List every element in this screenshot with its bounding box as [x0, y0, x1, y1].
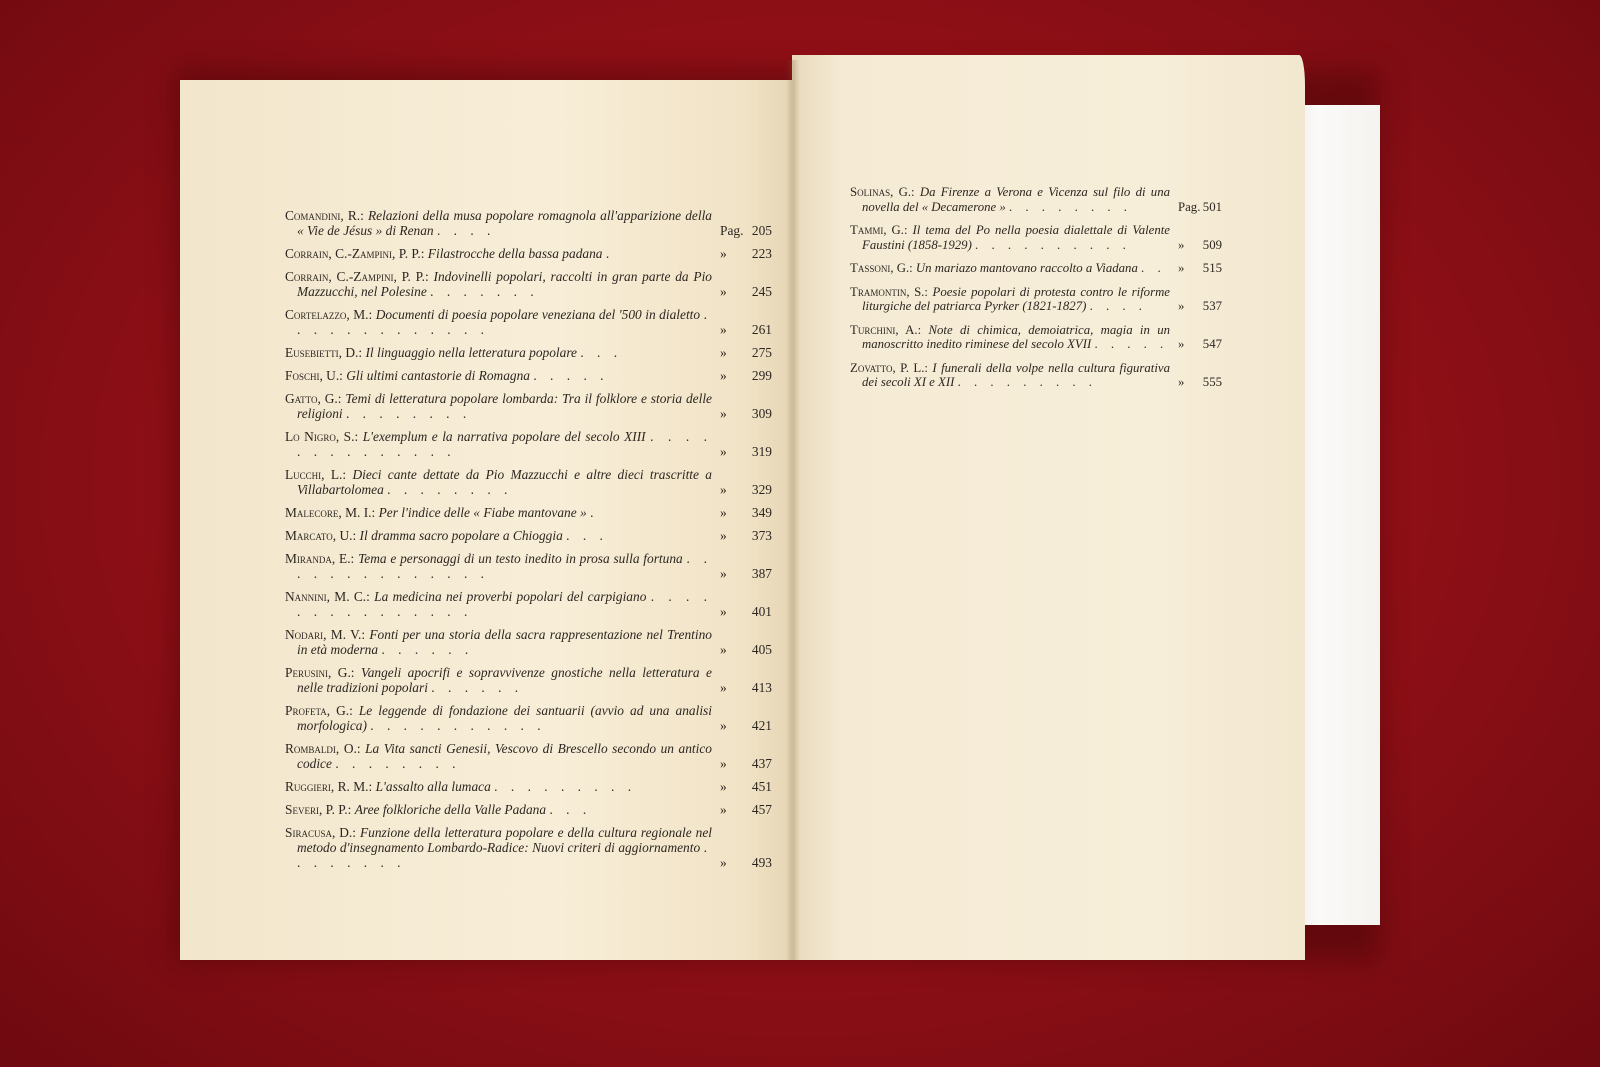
toc-entry	[850, 261, 1222, 276]
toc-entry-page-number: 501	[1202, 199, 1222, 214]
toc-entry-page	[712, 528, 772, 543]
toc-entry-author: Foschi, U.:	[285, 368, 343, 383]
toc-entry-leader-dots: . . . . . . . . . . .	[370, 718, 546, 733]
toc-entry-author: Tassoni, G.:	[850, 261, 913, 275]
toc-entry-page-number: 329	[751, 482, 772, 497]
toc-entry-page-number: 537	[1202, 299, 1222, 313]
toc-entry-leader-dots: . . . . . . . . . . . . . .	[297, 429, 712, 459]
toc-entry-page-prefix: »	[720, 566, 727, 581]
toc-entry-leader-dots: . . .	[566, 528, 608, 543]
toc-entry-text	[285, 741, 712, 771]
toc-entry	[850, 185, 1222, 214]
toc-entry	[285, 307, 772, 337]
toc-entry-page-number: 349	[751, 505, 772, 520]
toc-entry-page-prefix: »	[720, 482, 727, 497]
toc-entry	[850, 285, 1222, 314]
right-page	[792, 55, 1305, 960]
toc-entry-page-prefix: »	[720, 368, 727, 383]
toc-entry-text	[285, 551, 712, 581]
toc-entry-title: Da Firenze a Verona e Vicenza sul filo di una novella del « Decamerone »	[862, 185, 1170, 214]
toc-entry-title: Filastrocche della bassa padana	[427, 246, 603, 261]
toc-entry-author: Nannini, M. C.:	[285, 589, 370, 604]
toc-entry-leader-dots: . . . . . . . . . . . . . . .	[297, 589, 712, 619]
toc-entry-page-prefix: »	[720, 642, 727, 657]
toc-entry-leader-dots: . . . . . . . .	[1009, 199, 1132, 214]
toc-entry-leader-dots: . . . . . . . . . .	[975, 237, 1131, 252]
toc-entry-title: Relazioni della musa popolare romagnola all'apparizione della « Vie de Jésus » di Renan	[297, 208, 712, 238]
toc-entry-text	[850, 323, 1170, 352]
toc-entry-page-prefix: »	[720, 505, 727, 520]
toc-entry-leader-dots: .	[605, 246, 615, 261]
toc-entry-leader-dots: . . . . . . . . .	[957, 375, 1097, 389]
toc-entry	[285, 665, 772, 695]
toc-entry-title: Le leggende di fondazione dei santuarii (avvio ad una analisi morfologica)	[297, 703, 712, 733]
toc-entry-leader-dots: . . . . . . . . . . . . .	[297, 307, 712, 337]
toc-entry-leader-dots: . . . . . .	[381, 642, 474, 657]
toc-entry-title: Gli ultimi cantastorie di Romagna	[346, 368, 530, 383]
toc-entry-page-number: 405	[751, 642, 772, 657]
toc-entry-leader-dots: . . .	[580, 345, 623, 360]
toc-entry-page-prefix: »	[1178, 261, 1185, 275]
toc-entry	[285, 802, 772, 817]
toc-entry-leader-dots: . .	[1141, 261, 1166, 275]
toc-entry-page-prefix: »	[720, 680, 727, 695]
toc-entry-page-number: 223	[751, 246, 772, 261]
toc-entry-page-prefix: Pag.	[1178, 199, 1201, 214]
toc-entry-leader-dots: . . . . . . . .	[297, 840, 712, 870]
toc-entry-title: La Vita sancti Genesii, Vescovo di Brescello secondo un antico codice	[297, 741, 712, 771]
toc-entry-title: Il linguaggio nella letteratura popolare	[365, 345, 577, 360]
toc-entry-title: L'exemplum e la narrativa popolare del secolo XIII	[362, 429, 646, 444]
toc-entry-page-prefix: »	[720, 855, 727, 870]
toc-entry-page-number: 319	[751, 444, 772, 459]
toc-entry-page-prefix: »	[720, 528, 727, 543]
toc-entry-text	[285, 246, 712, 261]
toc-entry-title: L'assalto alla lumaca	[375, 779, 491, 794]
toc-entry-author: Cortelazzo, M.:	[285, 307, 373, 322]
toc-entry	[285, 246, 772, 261]
toc-entry-title: Funzione della letteratura popolare e della cultura regionale nel metodo d'insegnamento Lombardo-Radice: Nuovi criteri di aggiornamento	[297, 825, 712, 855]
toc-entry-text	[285, 505, 712, 520]
toc-entry-page-prefix: »	[720, 779, 727, 794]
toc-entry-text	[285, 345, 712, 360]
toc-entry-page-prefix: »	[720, 345, 727, 360]
toc-entry-title: Documenti di poesia popolare veneziana del '500 in dialetto	[375, 307, 701, 322]
toc-entry-page	[712, 566, 772, 581]
toc-entry-text	[285, 627, 712, 657]
toc-entry-title: Per l'indice delle « Fiabe mantovane »	[378, 505, 587, 520]
toc-entry-page-number: 493	[751, 855, 772, 870]
toc-entry-author: Siracusa, D.:	[285, 825, 357, 840]
toc-entry-title: Il tema del Po nella poesia dialettale di Valente Faustini (1858-1929)	[862, 223, 1170, 252]
toc-entry-page	[1170, 337, 1222, 352]
left-page	[180, 80, 792, 960]
toc-entry-title: Temi di letteratura popolare lombarda: Tra il folklore e storia delle religioni	[297, 391, 712, 421]
toc-entry	[285, 825, 772, 870]
toc-entry-author: Miranda, E.:	[285, 551, 355, 566]
toc-entry-page-prefix: »	[720, 322, 727, 337]
toc-entry-title: Dieci cante dettate da Pio Mazzucchi e altre dieci trascritte a Villabartolomea	[297, 467, 713, 497]
toc-entry-title: Indovinelli popolari, raccolti in gran parte da Pio Mazzucchi, nel Polesine	[297, 269, 712, 299]
toc-entry-title: Note di chimica, demoiatrica, magia in un manoscritto inedito riminese del secolo XVII	[862, 322, 1170, 351]
toc-entry-leader-dots: . . . . . . . .	[345, 406, 472, 421]
toc-entry-text	[285, 528, 712, 543]
toc-entry-text	[850, 185, 1170, 214]
toc-entry-author: Marcato, U.:	[285, 528, 357, 543]
toc-entry	[285, 528, 772, 543]
toc-entry-author: Severi, P. P.:	[285, 802, 352, 817]
toc-entry	[285, 429, 772, 459]
toc-entry-text	[285, 665, 712, 695]
toc-entry-page	[712, 223, 772, 238]
toc-entry-leader-dots: .	[590, 505, 599, 520]
toc-entry-leader-dots: . . . .	[1089, 299, 1147, 313]
toc-right-list	[850, 185, 1222, 399]
toc-entry-page-number: 245	[751, 284, 772, 299]
toc-entry-title: Un mariazo mantovano raccolto a Viadana	[915, 261, 1138, 275]
toc-entry-author: Tammi, G.:	[850, 223, 908, 237]
toc-entry-title: Vangeli apocrifi e sopravvivenze gnostiche nella letteratura e nelle tradizioni popolari	[297, 665, 712, 695]
toc-entry	[850, 323, 1222, 352]
toc-entry-page-prefix: »	[1178, 337, 1185, 351]
toc-entry	[285, 741, 772, 771]
toc-entry-page-number: 309	[751, 406, 772, 421]
toc-entry-text	[850, 223, 1170, 252]
toc-entry-page-prefix: »	[720, 604, 727, 619]
toc-entry-page-prefix: »	[720, 246, 727, 261]
toc-entry-title: Il dramma sacro popolare a Chioggia	[359, 528, 563, 543]
toc-entry-page	[712, 284, 772, 299]
toc-entry	[285, 368, 772, 383]
toc-entry-page-number: 509	[1202, 237, 1222, 252]
toc-entry	[285, 208, 772, 238]
toc-entry-author: Turchini, A.:	[850, 322, 922, 337]
toc-entry	[285, 551, 772, 581]
toc-entry-text	[285, 429, 712, 459]
toc-entry-text	[285, 467, 712, 497]
toc-entry-page-number: 387	[751, 566, 772, 581]
toc-entry-author: Malecore, M. I.:	[285, 505, 376, 520]
book-gutter	[786, 60, 800, 960]
toc-entry-author: Lo Nigro, S.:	[285, 429, 359, 444]
toc-entry-leader-dots: . . . . .	[1094, 337, 1169, 351]
toc-entry-text	[850, 261, 1170, 276]
toc-entry-author: Perusini, G.:	[285, 665, 355, 680]
toc-entry-title: I funerali della volpe nella cultura figurativa dei secoli XI e XII	[862, 360, 1170, 389]
toc-entry-page-prefix: »	[720, 718, 727, 733]
toc-entry-leader-dots: . . . . . . . . . . . . . .	[297, 551, 712, 581]
toc-entry-leader-dots: . . . . . . . .	[387, 482, 513, 497]
toc-entry-page-prefix: »	[1178, 375, 1185, 389]
toc-entry-leader-dots: . . . .	[436, 223, 496, 238]
toc-entry-text	[285, 391, 712, 421]
toc-entry-text	[285, 589, 712, 619]
toc-entry	[285, 505, 772, 520]
toc-entry-page	[712, 718, 772, 733]
toc-entry	[285, 345, 772, 360]
toc-entry-text	[850, 285, 1170, 314]
toc-entry-page-prefix: »	[720, 802, 727, 817]
toc-entry-page	[712, 680, 772, 695]
toc-entry-page-prefix: »	[720, 444, 727, 459]
toc-entry-page-number: 451	[751, 779, 772, 794]
toc-entry-page-number: 373	[751, 528, 772, 543]
toc-entry	[850, 223, 1222, 252]
toc-entry-text	[285, 307, 712, 337]
toc-entry-page	[1170, 238, 1222, 253]
toc-entry-page	[712, 406, 772, 421]
toc-entry-page	[1170, 200, 1222, 215]
toc-entry-page-number: 437	[751, 756, 772, 771]
toc-entry-text	[285, 825, 712, 870]
toc-entry-author: Rombaldi, O.:	[285, 741, 361, 756]
toc-entry-page-number: 555	[1202, 375, 1222, 389]
toc-entry-author: Corrain, C.-Zampini, P. P.:	[285, 269, 429, 284]
toc-entry-page-prefix: »	[1178, 237, 1185, 252]
toc-entry-page	[712, 345, 772, 360]
toc-entry-page-prefix: »	[720, 406, 727, 421]
toc-entry-page	[712, 855, 772, 870]
toc-entry	[285, 703, 772, 733]
toc-entry-text	[850, 361, 1170, 390]
toc-entry-page	[712, 246, 772, 261]
toc-entry-page	[712, 322, 772, 337]
toc-entry-page	[712, 756, 772, 771]
toc-entry	[285, 269, 772, 299]
toc-entry-page	[1170, 375, 1222, 390]
toc-entry-page-number: 261	[751, 322, 772, 337]
toc-left-list	[285, 208, 772, 878]
toc-entry-leader-dots: . . . . . .	[431, 680, 524, 695]
toc-entry-title: La medicina nei proverbi popolari del carpigiano	[374, 589, 647, 604]
toc-entry-text	[285, 703, 712, 733]
toc-entry-page	[712, 604, 772, 619]
toc-entry-title: Poesie popolari di protesta contro le riforme liturgiche del patriarca Pyrker (1821-1827)	[862, 284, 1170, 313]
toc-entry-page-prefix: »	[720, 756, 727, 771]
toc-entry-text	[285, 208, 712, 238]
toc-entry-page	[1170, 299, 1222, 314]
toc-entry-page	[1170, 261, 1222, 276]
toc-entry-page	[712, 779, 772, 794]
toc-entry-author: Eusebietti, D.:	[285, 345, 363, 360]
toc-entry-leader-dots: . . . . . . . .	[335, 756, 461, 771]
toc-entry-author: Lucchi, L.:	[285, 467, 347, 482]
toc-entry-author: Comandini, R.:	[285, 208, 364, 223]
toc-entry-page	[712, 642, 772, 657]
toc-entry-page-number: 457	[751, 802, 772, 817]
toc-entry-page-number: 205	[751, 223, 772, 238]
toc-entry-author: Gatto, G.:	[285, 391, 342, 406]
toc-entry	[285, 467, 772, 497]
toc-entry-title: Aree folkloriche della Valle Padana	[354, 802, 547, 817]
toc-entry-author: Ruggieri, R. M.:	[285, 779, 373, 794]
toc-entry-page-number: 401	[751, 604, 772, 619]
toc-entry	[285, 391, 772, 421]
toc-entry-leader-dots: . . . . .	[533, 368, 609, 383]
toc-entry-page-number: 547	[1202, 337, 1222, 351]
toc-entry-author: Profeta, G.:	[285, 703, 353, 718]
toc-entry-title: Tema e personaggi di un testo inedito in prosa sulla fortuna	[358, 551, 683, 566]
toc-entry-author: Tramontin, S.:	[850, 284, 928, 299]
toc-entry-text	[285, 802, 712, 817]
toc-entry-page	[712, 444, 772, 459]
toc-entry-leader-dots: . . . . . . .	[430, 284, 539, 299]
toc-entry-page-number: 421	[751, 718, 772, 733]
toc-entry-text	[285, 269, 712, 299]
toc-entry-author: Corrain, C.-Zampini, P. P.:	[285, 246, 425, 261]
toc-entry-author: Zovatto, P. L.:	[850, 360, 928, 375]
toc-entry	[285, 779, 772, 794]
toc-entry-page	[712, 802, 772, 817]
toc-entry-text	[285, 368, 712, 383]
toc-entry-page	[712, 482, 772, 497]
toc-entry-leader-dots: . . . . . . . . .	[494, 779, 637, 794]
toc-entry-text	[285, 779, 712, 794]
toc-entry	[850, 361, 1222, 390]
toc-entry-page	[712, 505, 772, 520]
toc-entry-page	[712, 368, 772, 383]
toc-entry-title: Fonti per una storia della sacra rappresentazione nel Trentino in età moderna	[297, 627, 712, 657]
toc-entry-leader-dots: . . .	[549, 802, 592, 817]
toc-entry-page-prefix: »	[720, 284, 727, 299]
toc-entry-page-number: 275	[751, 345, 772, 360]
toc-entry-author: Nodari, M. V.:	[285, 627, 366, 642]
toc-entry-author: Solinas, G.:	[850, 185, 915, 199]
toc-entry-page-number: 413	[751, 680, 772, 695]
toc-entry-page-prefix: »	[1178, 299, 1185, 313]
toc-entry-page-prefix: Pag.	[720, 223, 744, 238]
toc-entry	[285, 589, 772, 619]
toc-entry-page-number: 299	[751, 368, 772, 383]
toc-entry-page-number: 515	[1202, 261, 1222, 275]
toc-entry	[285, 627, 772, 657]
